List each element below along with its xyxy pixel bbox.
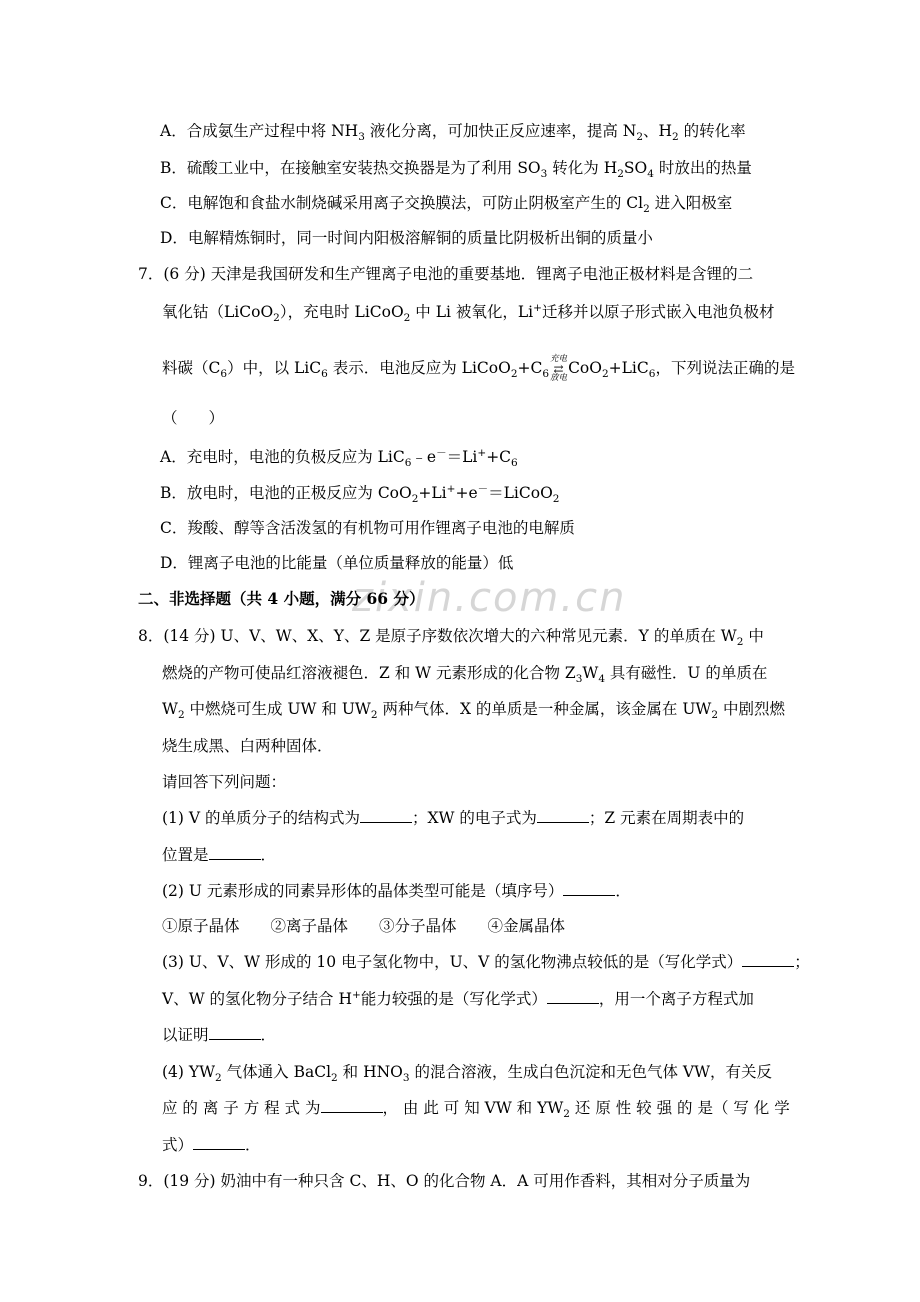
q8-stem-line2: 燃烧的产物可使品红溶液褪色．Z 和 W 元素形成的化合物 $Z_3W_4$ 具有磁性．U 的单质在 (162, 664, 768, 686)
answer-blank[interactable] (742, 952, 794, 967)
q8-part4-end: 式） ． (162, 1136, 261, 1154)
q7-option-a: A．充电时，电池的负极反应为 $LiC_6﹣e^-=Li^++C_6$ (160, 446, 518, 470)
q7-answer-paren: （ ） (162, 409, 225, 427)
q8-part4-cont: 应 的 离 子 方 程 式 为 ， 由 此 可 知 VW 和 $YW_2$ 还 原 性 较 强 的 是（ 写 化 学 (162, 1099, 790, 1121)
q9-stem-line1: 9．(19 分) 奶油中有一种只含 C、H、O 的化合物 A．A 可用作香料，其相对分子质量为 (138, 1172, 751, 1190)
q8-part2-options: ①原子晶体 ②离子晶体 ③分子晶体 ④金属晶体 (162, 917, 566, 935)
q8-part4: (4) $YW_2$ 气体通入 BaCl$_2$ 和 $HNO_3$ 的混合溶液，生成白色沉淀和无色气体 VW，有关反 (162, 1063, 773, 1085)
section-heading: 二、非选择题（共 4 小题，满分 66 分） (138, 589, 425, 608)
q8-prompt: 请回答下列问题： (162, 773, 287, 791)
answer-blank[interactable] (321, 1098, 383, 1113)
q8-part1-cont: 位置是 ． (162, 846, 277, 864)
answer-blank[interactable] (209, 1025, 261, 1040)
q7-stem-line2: 氧化钴（LiCoO$_2$），充电时 LiCoO$_2$ 中 Li 被氧化，Li+迁移并以原子形式嵌入电池负极材 (162, 301, 775, 325)
q8-stem-line4: 烧生成黑、白两种固体． (162, 737, 333, 755)
q7-option-b: B．放电时，电池的正极反应为 CoO$_2$+Li++e－＝LiCoO$_2$ (160, 482, 560, 506)
q8-part3-cont: V、W 的氢化物分子结合 H+能力较强的是（写化学式） ，用一个离子方程式加 (162, 988, 754, 1008)
q6-option-d: D．电解精炼铜时，同一时间内阳极溶解铜的质量比阴极析出铜的质量小 (160, 229, 653, 247)
q8-part2: (2) U 元素形成的同素异形体的晶体类型可能是（填序号） ． (162, 882, 631, 900)
q8-stem-line1: 8．(14 分) U、V、W、X、Y、Z 是原子序数依次增大的六种常见元素．Y 的单质在 $W_2$ 中 (138, 627, 764, 649)
q8-part3: (3) U、V、W 形成的 10 电子氢化物中，U、V 的氢化物沸点较低的是（写化学式） ； (162, 953, 810, 971)
reversible-arrow: 充电 ⇄ 放电 (550, 354, 568, 383)
q7-option-d: D．锂离子电池的比能量（单位质量释放的能量）低 (160, 554, 514, 572)
answer-blank[interactable] (209, 845, 261, 860)
q6-option-a: A．合成氨生产过程中将 $NH_3$ 液化分离，可加快正反应速率，提高 $N_2$、$H_2$ 的转化率 (160, 122, 746, 144)
answer-blank[interactable] (537, 808, 589, 823)
q8-part1: (1) V 的单质分子的结构式为 ；XW 的电子式为 ；Z 元素在周期表中的 (162, 809, 745, 827)
q7-stem-line3: 料碳$(C_6)$中，以 LiC$_6$ 表示．电池反应为 $LiCoO_2+C_6$ 充电 ⇄ 放电 CoO$_2$+LiC$_6$，下列说法正确的是 (162, 354, 795, 383)
q8-part3-end: 以证明 ． (162, 1026, 277, 1044)
answer-blank[interactable] (547, 989, 599, 1004)
q6-option-b: B．硫酸工业中，在接触室安装热交换器是为了利用 $SO_3$ 转化为 $H_2SO_4$ 时放出的热量 (160, 159, 752, 181)
answer-blank[interactable] (563, 881, 615, 896)
answer-blank[interactable] (360, 808, 412, 823)
q8-stem-line3: $W_2$ 中燃烧可生成 UW 和 $UW_2$ 两种气体．X 的单质是一种金属，该金属在 $UW_2$ 中剧烈燃 (162, 700, 785, 722)
q7-option-c: C．羧酸、醇等含活泼氢的有机物可用作锂离子电池的电解质 (160, 519, 575, 537)
answer-blank[interactable] (193, 1135, 245, 1150)
q7-stem-line1: 7．(6 分) 天津是我国研发和生产锂离子电池的重要基地．锂离子电池正极材料是含锂的二 (138, 265, 754, 283)
q6-option-c: C．电解饱和食盐水制烧碱采用离子交换膜法，可防止阴极室产生的 $Cl_2$ 进入阳极室 (160, 194, 733, 216)
watermark: zixin.com.cn (352, 575, 627, 621)
